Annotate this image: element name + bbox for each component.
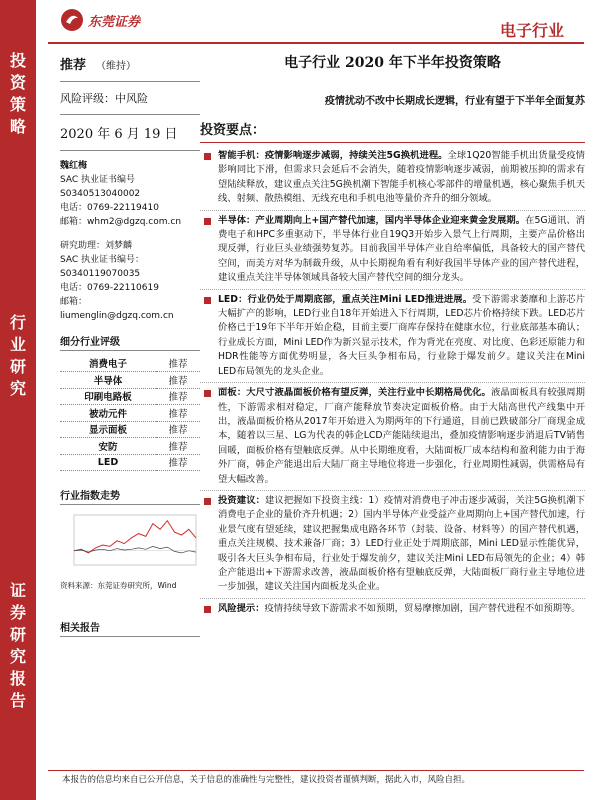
section-heading: 投资要点： — [200, 123, 266, 138]
company-logo — [60, 8, 140, 32]
rating-row-name: 安防 — [60, 438, 156, 455]
key-point-text: 受下游需求萎靡和上游芯片大幅扩产的影响，LED行业自18年开始进入下行周期，LED芯片价格持续下跌。LED芯片价格已于19年下半年开始企稳，目前主要厂商库存保持在健康水位，行业底部基本确认；行业成长方面，Mini LED作为新兴显示技术，作为背光在亮度、对比度、色彩还原能力和HDR性能等方面优势明显，各大巨头争相布局，行业除于爆发前夕。建议关注在Mini LED布局领先的龙头企业。 — [218, 293, 585, 377]
bullet-separator — [200, 210, 585, 211]
sidebar-label-strategy: 投 资 策 略 — [9, 51, 26, 136]
rating-row-value: 推荐 — [156, 454, 200, 471]
sidebar-label-industry: 行 业 研 究 — [9, 313, 26, 398]
rating-row-value: 推荐 — [156, 355, 200, 372]
key-point-lead: 智能手机：疫情影响逐步减弱，持续关注5G换机进程。 — [218, 150, 448, 161]
section-divider — [200, 142, 585, 143]
footer-divider — [48, 770, 584, 771]
sidebar-label-report: 证 券 研 究 报 告 — [9, 581, 26, 710]
key-point-lead: 投资建议： — [218, 494, 266, 506]
rating-row-item — [60, 355, 200, 372]
rating-value: 推荐 — [60, 58, 87, 73]
rating-row-item — [60, 454, 200, 471]
key-point-text: 液晶面板具有较强周期性，下游需求相对稳定，厂商产能释放节奏决定面板价格。由于大陆高世代产线集中开出，液晶面板价格从2017年开始进入为期两年的下行通道，目前已跌破部分厂商现金成本，随着以三星、LG为代表的韩企LCD产能陆续退出，叠加疫情影响逐步消退后TV销售回暖，面板价格有望触底反弹。从中长期维度看，大陆面板厂成本结构和盈利能力由于海外厂商，韩企产能退出后大陆厂商主导地位将进一步强化，行业周期性减弱，供需格局有望大幅改善。 — [218, 387, 585, 485]
divider — [60, 150, 200, 151]
rating-row-item — [60, 405, 200, 422]
bullet-separator — [200, 598, 585, 599]
left-column — [60, 48, 195, 639]
rating-row — [60, 54, 195, 73]
logo-icon — [60, 8, 84, 32]
key-point-lead: 半导体：产业周期向上+国产替代加速，国内半导体企业迎来黄金发展期。 — [218, 214, 526, 226]
report-date: 2020 年 6 月 19 日 — [60, 127, 178, 142]
index-chart-title: 行业指数走势 — [60, 491, 120, 502]
rating-row-value: 推荐 — [156, 421, 200, 438]
key-point-lead: LED：行业仍处于周期底部，重点关注Mini LED推进进展。 — [218, 293, 473, 305]
rating-table — [60, 355, 200, 471]
key-point-text: 建议把握如下投资主线：1）疫情对消费电子冲击逐步减弱，关注5G换机潮下消费电子企业的量价齐升机遇；2）国内半导体产业受益产业周期向上+国产替代加速，行业景气度有望延续，建议把握集成电路各环节（封装、设备、材料等）的国产替代机遇，重点关注规模、技术兼备厂商；3）LED行业正处于周期底部，Mini LED显示性能优异，吸引各大巨头争相布局，行业处于爆发前夕，建议关注Mini LED布局领先的企业；4）韩企产能退出+下游需求改善，液晶面板价格有望触底反弹，大陆面板厂商行业主导地位进一步加强，建议关注国内面板龙头企业。 — [218, 494, 585, 593]
header-divider — [48, 42, 584, 44]
header-sector: 电子行业 — [499, 21, 564, 40]
report-subtitle: 疫情扰动不改中长期成长逻辑，行业有望于下半年全面复苏 — [325, 96, 585, 107]
chart-source: 资料来源：东莞证券研究所，Wind — [60, 581, 177, 590]
chart-series-line-1 — [74, 521, 196, 553]
bullet-separator — [200, 289, 585, 290]
analyst-info: 魏红梅 SAC 执业证书编号 S0340513040002 电话：0769-22119410 邮箱：whm2@dgzq.com.cn — [60, 161, 182, 227]
rating-row-name: 半导体 — [60, 372, 156, 389]
rating-row-item — [60, 372, 200, 389]
key-point-lead: 风险提示： — [218, 602, 265, 614]
disclaimer: 本报告的信息均来自已公开信息，关于信息的准确性与完整性，建议投资者谨慎判断，据此入市，风险自担。 — [62, 775, 471, 785]
index-chart — [60, 511, 200, 573]
assistant-info: 研究助理：刘梦麟 SAC 执业证书编号： S0340119070035 电话：0769-22110619 邮箱： liumenglin@dgzq.com.cn — [60, 241, 174, 321]
rating-row-value: 推荐 — [156, 438, 200, 455]
report-title: 电子行业 2020 年下半年投资策略 — [284, 55, 501, 71]
key-points — [200, 149, 585, 616]
rating-row-value: 推荐 — [156, 372, 200, 389]
rating-row-value: 推荐 — [156, 405, 200, 422]
key-point-text: 疫情持续导致下游需求不如预期，贸易摩擦加剧，国产替代进程不如预期等。 — [264, 602, 581, 614]
key-point-item — [200, 214, 585, 286]
key-point-text: 全球1Q20智能手机出货量受疫情影响同比下滑，但需求只会延后不会消失，随着疫情影响逐步减弱，前期被压抑的需求有望陆续释放，建议重点关注5G换机潮下智能手机核心零部件的增量机遇，核心聚焦手机天线、射频、散热模组、无线充电和手机电池等量价齐升的细分领域。 — [218, 150, 585, 205]
key-point-item — [200, 293, 585, 379]
key-point-text: 在5G通讯、消费电子和HPC多重驱动下，半导体行业自19Q3开始步入景气上行周期，主要产品价格出现反弹，行业巨头业绩强势复苏。目前我国半导体产业自给率偏低，具备较大的国产替代空间，而美方对华为制裁升级，从中长期视角看有利好我国半导体产业的国产替代进程，建议重点关注半导体领域具备较大国产替代空间的细分龙头。 — [218, 214, 585, 284]
rating-row-name: 印刷电路板 — [60, 388, 156, 405]
chart-frame — [74, 515, 196, 565]
divider — [60, 114, 200, 115]
key-point-item — [200, 494, 585, 595]
rating-row-value: 推荐 — [156, 388, 200, 405]
key-point-item — [200, 602, 585, 616]
rating-row-item — [60, 438, 200, 455]
related-reports: 相关报告 — [60, 623, 100, 634]
rating-row-name: 消费电子 — [60, 355, 156, 372]
rating-note: （维持） — [96, 61, 137, 72]
risk-rating: 风险评级：中风险 — [60, 92, 148, 105]
divider — [60, 81, 200, 82]
divider — [60, 636, 200, 637]
key-point-item — [200, 149, 585, 207]
rating-table-title: 细分行业评级 — [60, 337, 120, 348]
logo-text: 东莞证券 — [88, 14, 141, 30]
bullet-separator — [200, 490, 585, 491]
rating-row-name: 被动元件 — [60, 405, 156, 422]
bullet-separator — [200, 382, 585, 383]
rating-row-item — [60, 421, 200, 438]
divider — [60, 504, 200, 505]
key-point-item — [200, 386, 585, 487]
rating-row-name: LED — [60, 454, 156, 471]
right-column — [200, 48, 585, 616]
divider — [60, 350, 200, 351]
key-point-lead: 面板：大尺寸液晶面板价格有望反弹，关注行业中长期格局优化。 — [218, 387, 491, 399]
rating-row-item — [60, 388, 200, 405]
left-sidebar — [0, 0, 36, 800]
rating-row-name: 显示面板 — [60, 421, 156, 438]
